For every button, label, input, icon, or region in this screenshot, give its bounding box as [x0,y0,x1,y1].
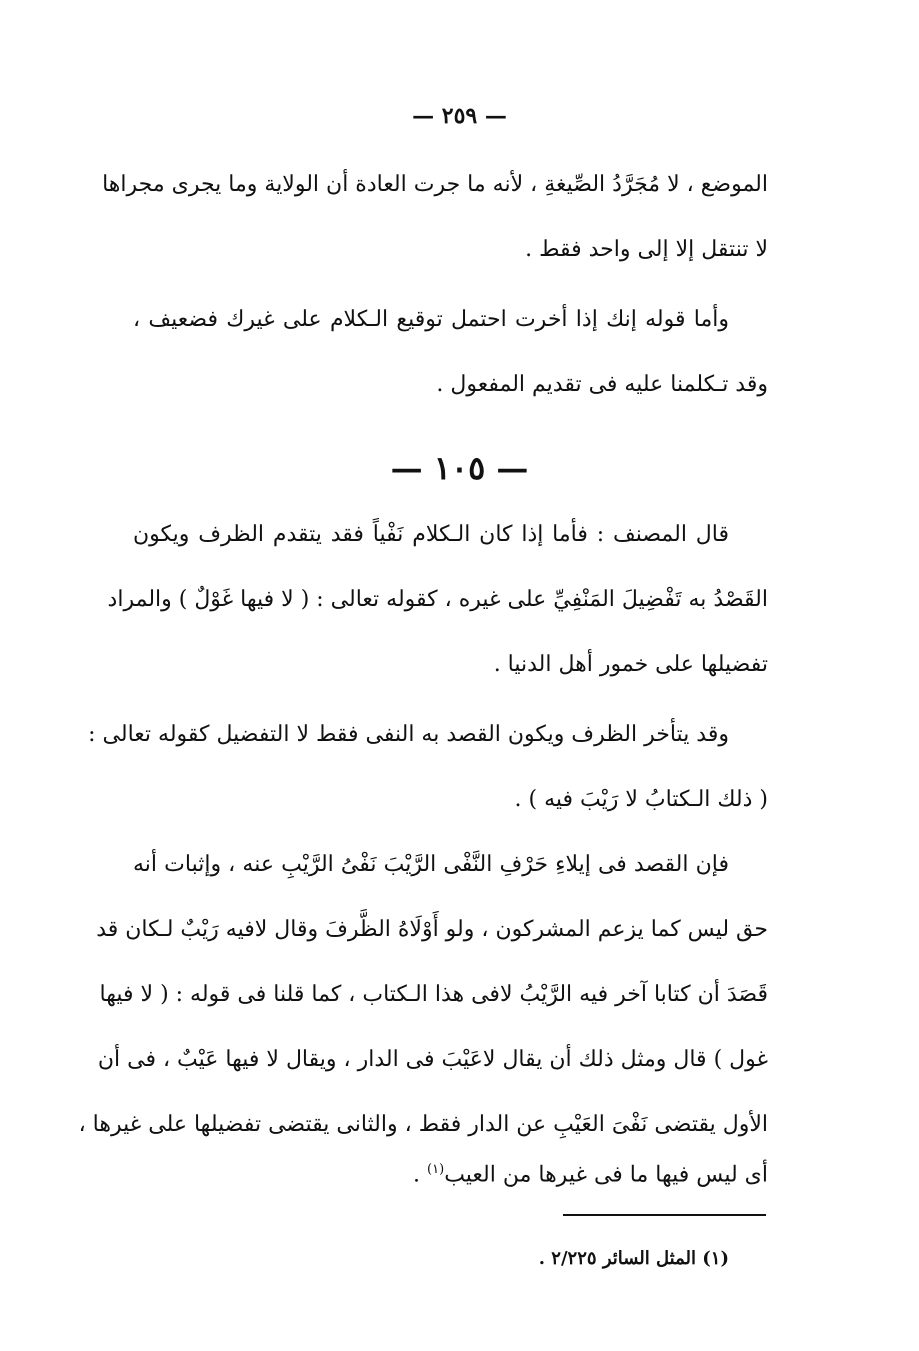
text-line: غول ) قال ومثل ذلك أن يقال لاعَيْبَ فى الدار ، ويقال لا فيها عَيْبٌ ، فى أن [97,1047,768,1072]
text-line: فإن القصد فى إيلاءِ حَرْفِ النَّفْى الرَّيْبَ نَفْىُ الرَّيْبِ عنه ، وإثبات أنه [133,852,729,877]
text-line: وقد تـكلمنا عليه فى تقديم المفعول . [436,372,768,397]
text-line: الموضع ، لا مُجَرَّدُ الصِّيغةِ ، لأنه ما جرت العادة أن الولاية وما يجرى مجراها [102,172,768,197]
text-line: القَصْدُ به تَفْضِيلَ المَنْفِيِّ على غيره ، كقوله تعالى : ( لا فيها غَوْلٌ ) والمراد [107,587,768,612]
text-line: حق ليس كما يزعم المشركون ، ولو أَوْلَاهُ الظَّرفَ وقال لافيه رَيْبٌ لـكان قد [96,917,768,942]
text-line: وأما قوله إنك إذا أخرت احتمل توقيع الـكلام على غيرك فضعيف ، [133,307,729,332]
text-line: تفضيلها على خمور أهل الدنيا . [493,652,768,677]
footnote-divider [563,1214,766,1216]
footnote: (١) المثل السائر ٢/٢٢٥ . [538,1248,729,1269]
text-line [413,1155,768,1190]
section-number: — ١٠٥ — [390,449,529,487]
text-line: ( ذلك الـكتابُ لا رَيْبَ فيه ) . [514,787,768,812]
page-number: — ٢٥٩ — [412,103,507,129]
text-fragment: أى ليس فيها ما فى غيرها من العيب [444,1162,768,1188]
text-line: وقد يتأخر الظرف ويكون القصد به النفى فقط لا التفضيل كقوله تعالى : [88,722,729,747]
text-fragment: . [413,1162,428,1188]
text-line: قال المصنف : فأما إذا كان الـكلام نَفْياً فقد يتقدم الظرف ويكون [133,522,729,547]
footnote-marker: (١) [427,1162,445,1177]
text-line: لا تنتقل إلا إلى واحد فقط . [525,237,768,262]
text-line: الأول يقتضى نَفْىَ العَيْبِ عن الدار فقط ، والثانى يقتضى تفضيلها على غيرها ، [78,1112,768,1137]
text-line: قَصَدَ أن كتابا آخر فيه الرَّيْبُ لافى هذا الـكتاب ، كما قلنا فى قوله : ( لا فيها [99,982,768,1007]
